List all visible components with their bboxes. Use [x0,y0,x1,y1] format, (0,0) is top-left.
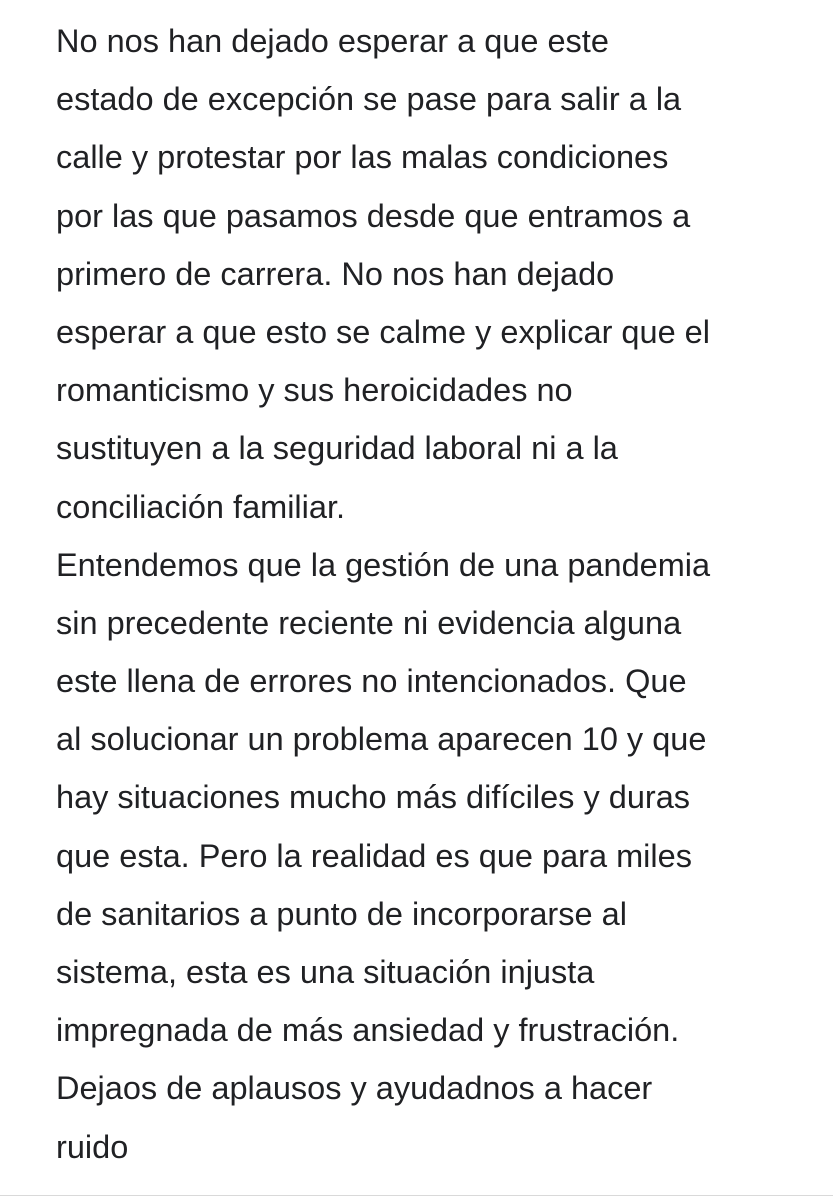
text-line-4: por las que pasamos desde que entramos a [56,197,691,234]
text-line-11: sin precedente reciente ni evidencia alguna [56,604,682,641]
text-line-14: hay situaciones mucho más difíciles y duras [56,779,691,816]
text-line-10: Entendemos que la gestión de una pandemia [56,546,711,583]
text-line-2: estado de excepción se pase para salir a la [56,81,682,118]
text-line-5: primero de carrera. No nos han dejado [56,255,615,292]
text-line-3: calle y protestar por las malas condiciones [56,139,669,176]
text-line-20: ruido [56,1128,129,1165]
text-line-6: esperar a que esto se calme y explicar que el [56,313,710,350]
text-line-1: No nos han dejado esperar a que este [56,23,609,59]
text-line-12: este llena de errores no intencionados. Que [56,663,687,700]
text-line-13: al solucionar un problema aparecen 10 y que [56,721,707,758]
text-line-7: romanticismo y sus heroicidades no [56,372,573,409]
document-text [56,12,816,1176]
bottom-divider [0,1195,833,1196]
text-line-8: sustituyen a la seguridad laboral ni a la [56,430,618,467]
text-line-15: que esta. Pero la realidad es que para miles [56,837,692,874]
text-line-9: conciliación familiar. [56,488,346,525]
text-line-18: impregnada de más ansiedad y frustración. [56,1012,680,1049]
text-line-16: de sanitarios a punto de incorporarse al [56,895,627,932]
text-line-19: Dejaos de aplausos y ayudadnos a hacer [56,1070,653,1107]
text-line-17: sistema, esta es una situación injusta [56,954,595,990]
